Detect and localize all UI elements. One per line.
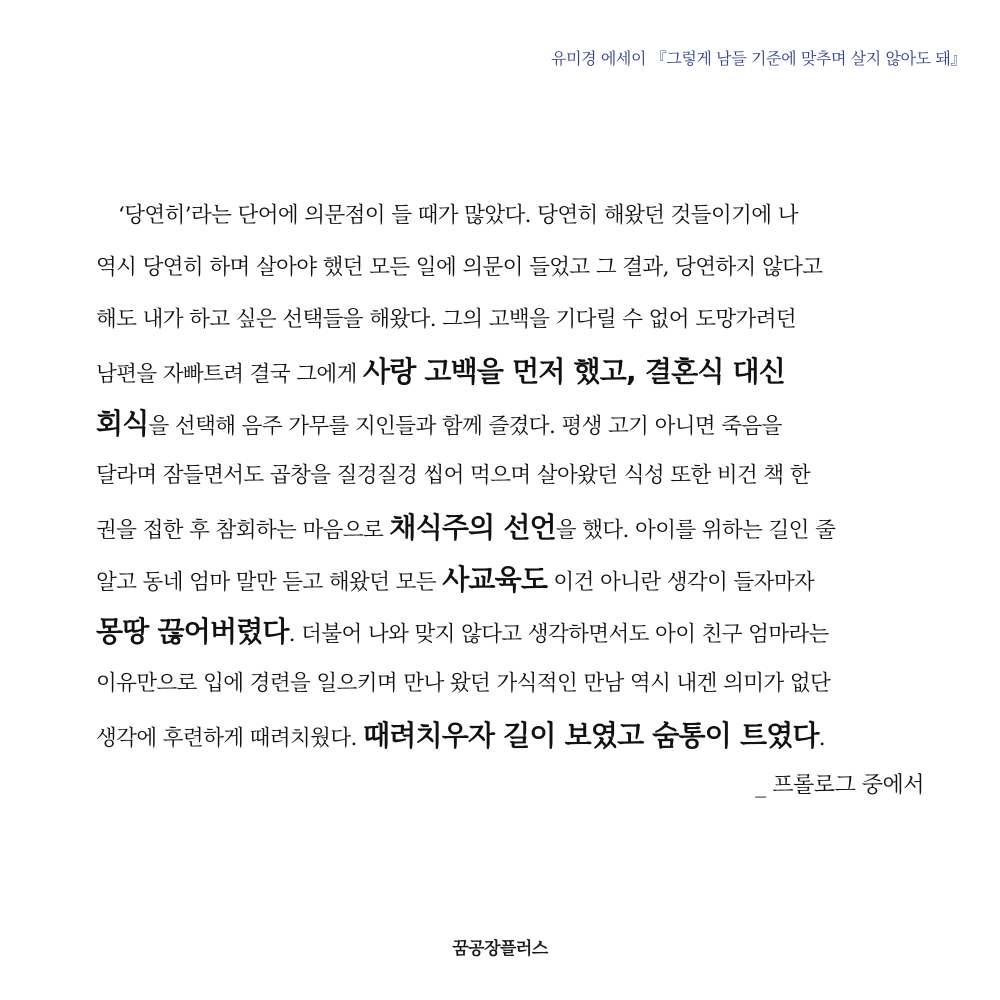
essay-text: 달라며 잠들면서도 곱창을 질겅질겅 씹어 먹으며 살아왔던 식성 또한 비건 책 한 bbox=[96, 463, 810, 488]
essay-line bbox=[96, 710, 946, 762]
essay-text: 해도 내가 하고 싶은 선택들을 해왔다. 그의 고백을 기다릴 수 없어 도망가려던 bbox=[96, 307, 797, 332]
emphasized-phrase: 사교육도 bbox=[442, 563, 548, 596]
essay-line bbox=[96, 502, 946, 554]
essay-excerpt bbox=[96, 190, 946, 762]
publisher-logo: 꿈공장플러스 bbox=[452, 939, 548, 959]
essay-line bbox=[96, 398, 946, 450]
emphasized-phrase: 회식 bbox=[96, 407, 149, 440]
essay-text: 이건 아니란 생각이 들자마자 bbox=[547, 570, 815, 595]
emphasized-phrase: 채식주의 선언 bbox=[389, 511, 556, 544]
essay-line bbox=[96, 450, 946, 502]
essay-text: 이유만으로 입에 경련을 일으키며 만나 왔던 가식적인 만남 역시 내겐 의미가 없단 bbox=[96, 671, 831, 696]
essay-text: 권을 접한 후 참회하는 마음으로 bbox=[96, 518, 390, 543]
essay-text: . bbox=[818, 726, 825, 751]
essay-text: 역시 당연히 하며 살아야 했던 모든 일에 의문이 들었고 그 결과, 당연하지 않다고 bbox=[96, 255, 823, 280]
essay-text: 생각에 후련하게 때려치웠다. bbox=[96, 726, 363, 751]
essay-line bbox=[96, 658, 946, 710]
essay-text: 알고 동네 엄마 말만 듣고 해왔던 모든 bbox=[96, 570, 443, 595]
essay-line bbox=[96, 190, 946, 242]
essay-line bbox=[96, 242, 946, 294]
essay-text: . 더불어 나와 맞지 않다고 생각하면서도 아이 친구 엄마라는 bbox=[288, 622, 829, 647]
essay-text: ‘당연히’라는 단어에 의문점이 들 때가 많았다. 당연히 해왔던 것들이기에 나 bbox=[118, 203, 798, 228]
essay-line bbox=[96, 346, 946, 398]
emphasized-phrase: 사랑 고백을 먼저 했고, 결혼식 대신 bbox=[362, 355, 786, 388]
essay-text: 남편을 자빠트려 결국 그에게 bbox=[96, 362, 363, 387]
emphasized-phrase: 때려치우자 길이 보였고 숨통이 트였다 bbox=[362, 719, 819, 752]
source-attribution: _ 프롤로그 중에서 bbox=[755, 773, 924, 798]
book-title-header: 유미경 에세이 『그렇게 남들 기준에 맞추며 살지 않아도 돼』 bbox=[551, 49, 966, 68]
essay-line bbox=[96, 554, 946, 606]
essay-line bbox=[96, 294, 946, 346]
essay-line bbox=[96, 606, 946, 658]
emphasized-phrase: 몽땅 끊어버렸다 bbox=[96, 615, 289, 648]
essay-text: 을 했다. 아이를 위하는 길인 줄 bbox=[555, 518, 836, 543]
essay-text: 을 선택해 음주 가무를 지인들과 함께 즐겼다. 평생 고기 아니면 죽음을 bbox=[148, 414, 782, 439]
